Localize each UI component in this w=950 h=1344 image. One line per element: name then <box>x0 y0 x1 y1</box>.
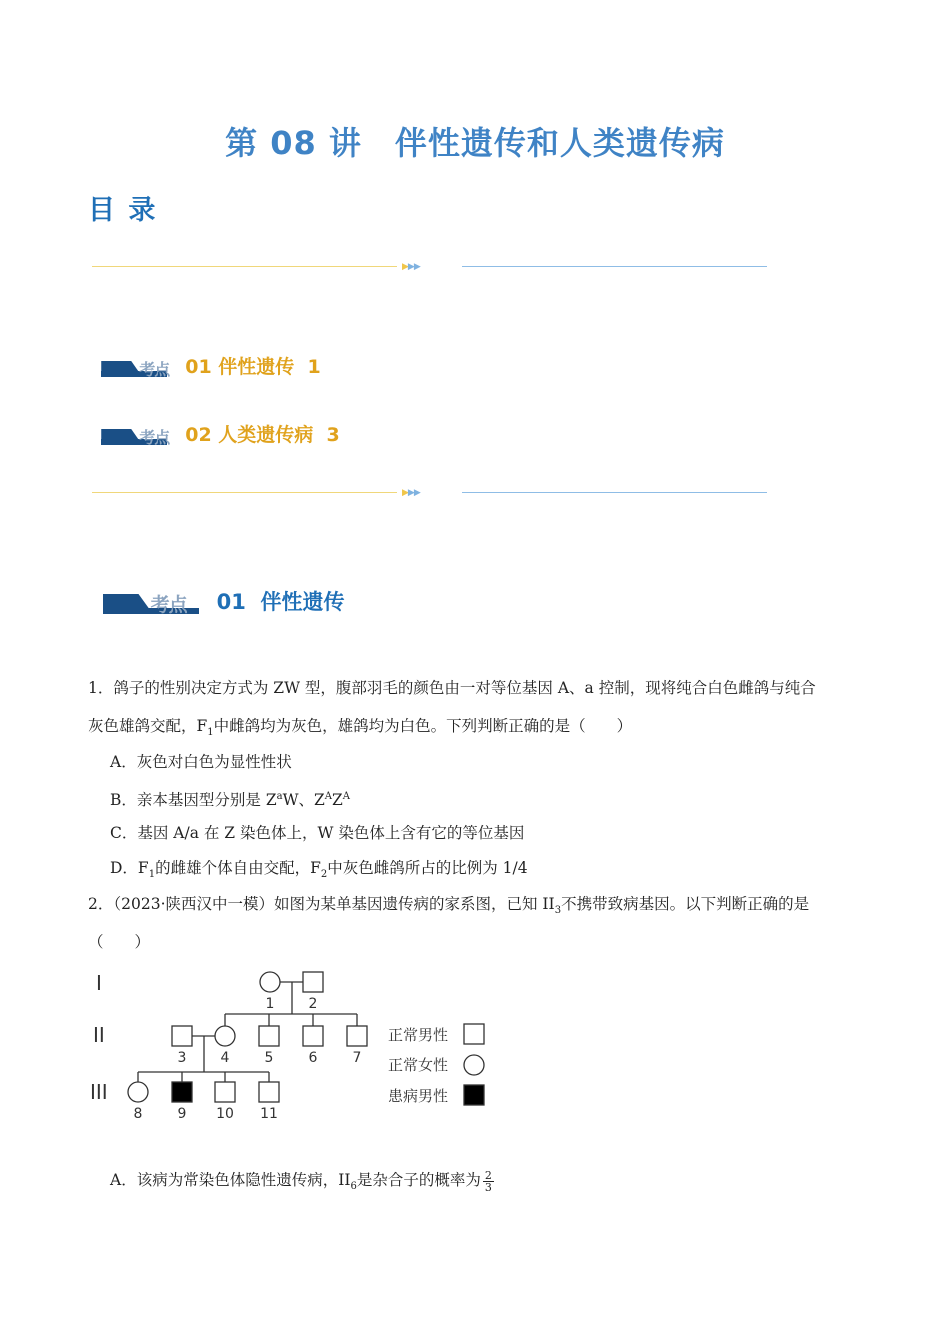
svg-text:患病男性: 患病男性 <box>388 1087 449 1105</box>
svg-text:II: II <box>93 1023 105 1047</box>
option-2a[interactable]: A．该病为常染色体隐性遗传病，$II_6$是杂合子的概率为 $\frac{2}{3}$ <box>110 1168 492 1194</box>
toc-item-2[interactable] <box>88 398 340 447</box>
svg-text:正常男性: 正常男性 <box>388 1026 449 1044</box>
svg-text:正常女性: 正常女性 <box>388 1056 449 1074</box>
svg-text:8: 8 <box>133 1106 143 1122</box>
arrow-icon: ▶▶▶ <box>402 262 420 272</box>
divider-bottom <box>92 487 767 499</box>
toc-item-page: 1 <box>307 356 321 378</box>
toc-heading: 目 录 <box>88 195 158 226</box>
section-number: 01 <box>216 590 246 614</box>
question-1-line2: 灰色雄鸽交配，$F_1$中雌鸽均为灰色，雄鸽均为白色。下列判断正确的是（ ） <box>88 717 633 739</box>
svg-text:4: 4 <box>220 1050 230 1066</box>
kaodian-badge: 考点 <box>101 357 179 379</box>
page-title: 第 08 讲 伴性遗传和人类遗传病 <box>225 124 725 162</box>
toc-item-1[interactable] <box>88 330 321 379</box>
svg-text:6: 6 <box>308 1050 318 1066</box>
toc-item-page: 3 <box>326 424 340 446</box>
question-2: 2．（2023·陕西汉中一模）如图为某单基因遗传病的家系图，已知 $II_3$不携带致病基因。以下判断正确的是 <box>88 895 810 917</box>
kaodian-badge: 考点 <box>101 425 179 447</box>
svg-text:11: 11 <box>260 1106 278 1122</box>
section-heading <box>88 562 344 616</box>
svg-text:III: III <box>90 1080 108 1104</box>
option-1c[interactable]: C．基因 A/a 在 Z 染色体上，W 染色体上含有它的等位基因 <box>110 824 525 842</box>
svg-text:2: 2 <box>308 996 318 1012</box>
pedigree-chart <box>88 962 498 1128</box>
svg-text:3: 3 <box>177 1050 187 1066</box>
option-1d[interactable]: D．$F_1$的雌雄个体自由交配，$F_2$中灰色雌鸽所占的比例为 1/4 <box>110 859 528 881</box>
toc-item-label: 02 人类遗传病 <box>185 424 314 446</box>
question-2-line2: （ ） <box>88 933 151 951</box>
arrow-icon: ▶▶▶ <box>402 488 420 498</box>
fraction: $\frac{2}{3}$ <box>484 1168 492 1194</box>
svg-text:10: 10 <box>216 1106 234 1122</box>
divider-top <box>92 261 767 273</box>
toc-item-label: 01 伴性遗传 <box>185 356 295 378</box>
question-1: 1．鸽子的性别决定方式为 ZW 型，腹部羽毛的颜色由一对等位基因 A、a 控制，现将纯合白色雌鸽与纯合 <box>88 679 816 697</box>
option-1b[interactable]: B．亲本基因型分别是 $Z^aW$、$Z^AZ^A$ <box>110 791 351 810</box>
svg-text:9: 9 <box>177 1106 187 1122</box>
section-title: 伴性遗传 <box>260 590 345 614</box>
svg-text:1: 1 <box>265 996 275 1012</box>
option-1a[interactable]: A．灰色对白色为显性性状 <box>110 753 292 771</box>
svg-text:7: 7 <box>352 1050 362 1066</box>
svg-text:I: I <box>96 971 102 995</box>
svg-text:5: 5 <box>264 1050 274 1066</box>
kaodian-badge: 考点 <box>103 590 203 616</box>
